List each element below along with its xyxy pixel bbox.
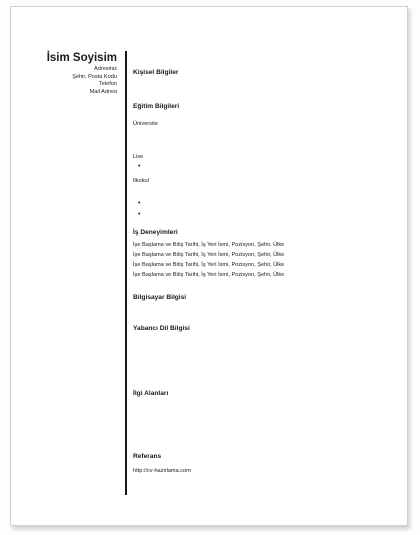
resume-page	[10, 6, 408, 526]
profile-block	[47, 51, 117, 96]
list-bullet: •	[138, 200, 141, 207]
language-skills-heading: Yabancı Dil Bilgisi	[133, 325, 190, 332]
references-heading: Referans	[133, 453, 162, 460]
person-name: İsim Soyisim	[46, 52, 117, 64]
list-item: İşe Başlama ve Bitiş Tarihi, İş Yeri İsmi, Pozisyon, Şehir, Ülke	[133, 262, 285, 268]
computer-skills-heading: Bilgisayar Bilgisi	[133, 294, 187, 301]
address-line: Adresiniz	[93, 66, 117, 72]
phone-line: Telefon	[98, 81, 117, 88]
experience-heading: İş Deneyimleri	[133, 229, 178, 236]
list-item: İşe Başlama ve Bitiş Tarihi, İş Yeri İsmi, Pozisyon, Şehir, Ülke	[133, 242, 285, 248]
university-label: Üniversite	[133, 121, 158, 127]
reference-url: http://cv-hazirlama.com	[133, 468, 191, 474]
list-item: İşe Başlama ve Bitiş Tarihi, İş Yeri İsmi, Pozisyon, Şehir, Ülke	[133, 252, 285, 258]
email-line: Mail Adresi	[89, 88, 117, 95]
vertical-divider	[125, 51, 127, 495]
interests-heading: İlgi Alanları	[133, 390, 169, 397]
personal-info-heading: Kişisel Bilgiler	[133, 69, 179, 76]
list-bullet: •	[138, 211, 141, 218]
primary-school-label: İlkokul	[133, 178, 149, 184]
education-heading: Eğitim Bilgileri	[133, 103, 180, 110]
city-postal-line: Şehir, Posta Kodu	[72, 73, 117, 80]
list-item: İşe Başlama ve Bitiş Tarihi, İş Yeri İsmi, Pozisyon, Şehir, Ülke	[133, 272, 285, 278]
high-school-label: Lise	[133, 154, 144, 160]
experience-list	[133, 240, 284, 280]
list-bullet: •	[138, 163, 141, 170]
